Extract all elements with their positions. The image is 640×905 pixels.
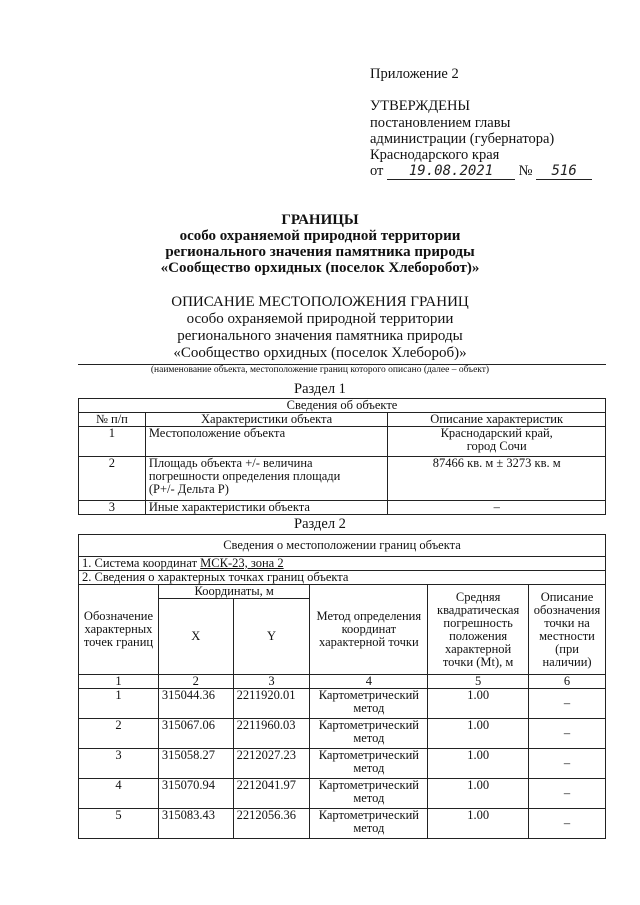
point-label: 1 bbox=[79, 689, 159, 719]
col-descr-line: обозначения bbox=[533, 602, 601, 617]
col-method-header bbox=[310, 585, 428, 675]
description-line-2: особо охраняемой природной территории bbox=[186, 311, 454, 327]
col-method-line: характерной точки bbox=[319, 635, 419, 649]
col-y-header: Y bbox=[233, 599, 310, 675]
table-row bbox=[79, 779, 606, 809]
date-prefix: от bbox=[370, 163, 384, 179]
point-label: 3 bbox=[79, 749, 159, 779]
approval-date: 19.08.2021 bbox=[387, 163, 515, 180]
approval-number: 516 bbox=[536, 163, 592, 180]
description-line-1: ОПИСАНИЕ МЕСТОПОЛОЖЕНИЯ ГРАНИЦ bbox=[171, 294, 469, 310]
col-descr-header bbox=[529, 585, 606, 675]
col-coords-header: Координаты, м bbox=[158, 585, 310, 599]
row-num: 3 bbox=[79, 501, 146, 515]
row-desc: – bbox=[388, 501, 606, 515]
col-number: 6 bbox=[529, 675, 606, 689]
method-value bbox=[310, 689, 428, 719]
boundary-points-table bbox=[78, 534, 606, 839]
col-char-header: Характеристики объекта bbox=[145, 413, 388, 427]
x-value: 315058.27 bbox=[158, 749, 233, 779]
point-label: 2 bbox=[79, 719, 159, 749]
col-point-line: точек границ bbox=[83, 635, 154, 649]
row-num: 2 bbox=[79, 457, 146, 501]
col-error-line: точки (Mt), м bbox=[442, 654, 514, 669]
method-line: метод bbox=[353, 701, 385, 715]
col-number: 5 bbox=[428, 675, 529, 689]
approval-date-line bbox=[370, 163, 592, 180]
description-block bbox=[0, 294, 640, 362]
col-desc-header: Описание характеристик bbox=[388, 413, 606, 427]
columns-header-row bbox=[79, 585, 606, 599]
description-line-4: «Сообщество орхидных (поселок Хлебороб)» bbox=[173, 345, 467, 361]
method-value bbox=[310, 719, 428, 749]
method-line: Картометрический bbox=[318, 778, 419, 792]
error-value: 1.00 bbox=[428, 809, 529, 839]
col-num-header: № п/п bbox=[79, 413, 146, 427]
col-number: 4 bbox=[310, 675, 428, 689]
point-label: 5 bbox=[79, 809, 159, 839]
col-error-line: погрешность bbox=[443, 615, 513, 630]
points-title-row: 2. Сведения о характерных точках границ объекта bbox=[79, 571, 606, 585]
col-method-line: Метод определения bbox=[316, 609, 422, 623]
appendix-label: Приложение 2 bbox=[370, 66, 459, 82]
col-x-header: X bbox=[158, 599, 233, 675]
x-value: 315044.36 bbox=[158, 689, 233, 719]
col-number: 2 bbox=[158, 675, 233, 689]
row-num: 1 bbox=[79, 427, 146, 457]
method-line: метод bbox=[353, 761, 385, 775]
table-row bbox=[79, 749, 606, 779]
row-desc-line-1: Краснодарский край, bbox=[440, 426, 553, 440]
method-line: Картометрический bbox=[318, 808, 419, 822]
section-2-title: Раздел 2 bbox=[294, 516, 346, 532]
error-value: 1.00 bbox=[428, 779, 529, 809]
row-char-line-3: (P+/- Дельта P) bbox=[148, 482, 229, 496]
approval-line-1: постановлением главы bbox=[370, 115, 511, 131]
col-descr-line: наличии) bbox=[542, 654, 592, 669]
col-descr-line: Описание bbox=[540, 589, 594, 604]
row-desc bbox=[388, 427, 606, 457]
number-prefix: № bbox=[518, 163, 533, 179]
error-value: 1.00 bbox=[428, 749, 529, 779]
y-value: 2211960.03 bbox=[233, 719, 310, 749]
col-descr-line: точки на bbox=[544, 615, 590, 630]
col-point-header bbox=[79, 585, 159, 675]
title-line-2: особо охраняемой природной территории bbox=[179, 228, 461, 244]
title-line-3: регионального значения памятника природы bbox=[165, 244, 475, 260]
y-value: 2212041.97 bbox=[233, 779, 310, 809]
object-info-table bbox=[78, 398, 606, 515]
approval-line-3: Краснодарского края bbox=[370, 147, 500, 163]
descr-value: – bbox=[529, 719, 606, 749]
y-value: 2212027.23 bbox=[233, 749, 310, 779]
method-line: Картометрический bbox=[318, 748, 419, 762]
table-row bbox=[79, 457, 606, 501]
table-row bbox=[79, 501, 606, 515]
description-caption: (наименование объекта, местоположение границ которого описано (далее – объект) bbox=[150, 365, 490, 375]
row-char-line-1: Площадь объекта +/- величина bbox=[148, 456, 313, 470]
error-value: 1.00 bbox=[428, 719, 529, 749]
col-error-header bbox=[428, 585, 529, 675]
descr-value: – bbox=[529, 689, 606, 719]
descr-value: – bbox=[529, 779, 606, 809]
approved-heading: УТВЕРЖДЕНЫ bbox=[370, 98, 471, 114]
method-value bbox=[310, 779, 428, 809]
method-value bbox=[310, 749, 428, 779]
method-line: метод bbox=[353, 791, 385, 805]
coordinate-system-row bbox=[79, 557, 606, 571]
method-line: метод bbox=[353, 821, 385, 835]
y-value: 2212056.36 bbox=[233, 809, 310, 839]
table-row bbox=[79, 719, 606, 749]
col-error-line: Средняя bbox=[455, 589, 501, 604]
row-desc: 87466 кв. м ± 3273 кв. м bbox=[388, 457, 606, 501]
description-line-3: регионального значения памятника природы bbox=[177, 328, 463, 344]
col-descr-line: местности bbox=[539, 628, 595, 643]
row-char-line-2: погрешности определения площади bbox=[148, 469, 341, 483]
coordinate-system-value: МСК-23, зона 2 bbox=[200, 556, 284, 570]
row-char: Иные характеристики объекта bbox=[145, 501, 388, 515]
row-char bbox=[145, 457, 388, 501]
col-number: 1 bbox=[79, 675, 159, 689]
col-number: 3 bbox=[233, 675, 310, 689]
table-header-row bbox=[79, 413, 606, 427]
table-row bbox=[79, 689, 606, 719]
col-error-line: положения bbox=[449, 628, 508, 643]
method-line: Картометрический bbox=[318, 688, 419, 702]
document-title bbox=[0, 212, 640, 276]
approval-line-2: администрации (губернатора) bbox=[370, 131, 555, 147]
x-value: 315070.94 bbox=[158, 779, 233, 809]
method-value bbox=[310, 809, 428, 839]
section-1-title: Раздел 1 bbox=[294, 381, 346, 397]
col-descr-line: (при bbox=[555, 641, 579, 656]
point-label: 4 bbox=[79, 779, 159, 809]
col-error-line: квадратическая bbox=[437, 602, 520, 617]
descr-value: – bbox=[529, 749, 606, 779]
row-char: Местоположение объекта bbox=[145, 427, 388, 457]
coordinate-system-label: 1. Система координат bbox=[82, 556, 201, 570]
method-line: Картометрический bbox=[318, 718, 419, 732]
title-line-4: «Сообщество орхидных (поселок Хлеборобот)» bbox=[160, 260, 480, 276]
x-value: 315067.06 bbox=[158, 719, 233, 749]
descr-value: – bbox=[529, 809, 606, 839]
table-row bbox=[79, 427, 606, 457]
col-error-line: характерной bbox=[445, 641, 512, 656]
object-info-header: Сведения об объекте bbox=[79, 399, 606, 413]
col-method-line: координат bbox=[341, 622, 397, 636]
boundary-header: Сведения о местоположении границ объекта bbox=[79, 535, 606, 557]
y-value: 2211920.01 bbox=[233, 689, 310, 719]
row-desc-line-2: город Сочи bbox=[466, 439, 527, 453]
title-line-1: ГРАНИЦЫ bbox=[281, 212, 359, 228]
method-line: метод bbox=[353, 731, 385, 745]
col-point-line: Обозначение bbox=[83, 609, 153, 623]
error-value: 1.00 bbox=[428, 689, 529, 719]
column-numbers-row bbox=[79, 675, 606, 689]
x-value: 315083.43 bbox=[158, 809, 233, 839]
col-point-line: характерных bbox=[84, 622, 153, 636]
table-row bbox=[79, 809, 606, 839]
